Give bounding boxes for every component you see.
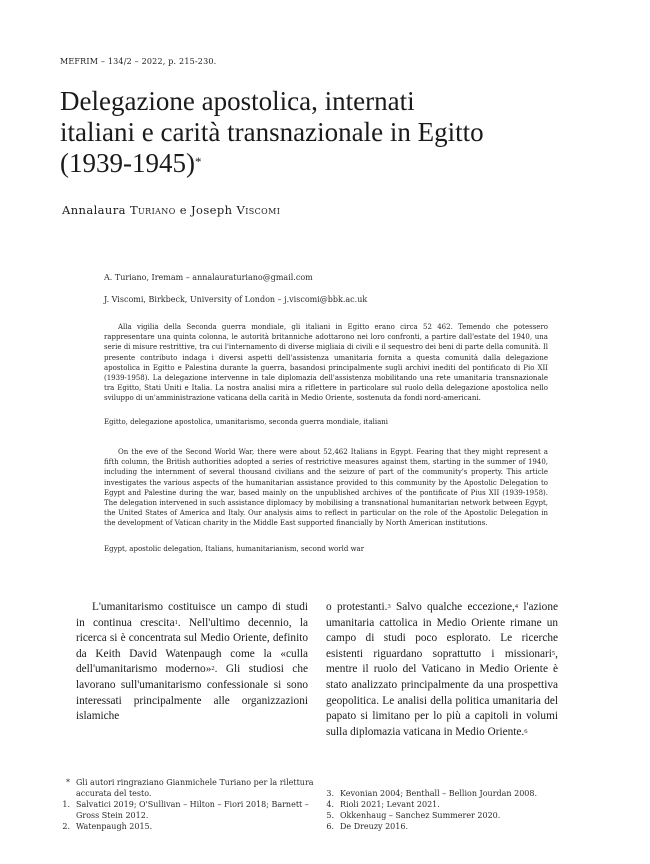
abstract-italian [104, 322, 548, 404]
abstract-english-text: On the eve of the Second World War, there were about 52,462 Italians in Egypt. Fearing that they might represent a fifth column, the British authorities adopted a series of restrictive measures against them, starting in the summer of 1940, including the internment of several thousand civilians and the seizure of part of the community's property. This article investigates the various aspects of the humanitarian assistance provided to this community by the Apostolic Delegation to Egypt and Palestine during the war, based mainly on the unpublished archives of the pontificate of Pius XII (1939-1958). The delegation intervened in such assistance diplomacy by mobilising a transnational humanitarian network between Egypt, the United States of America and Italy. Our analysis aims to reflect in particular on the role of the Apostolic Delegation in the development of Vatican charity in the Middle East supported financially by North American institutions. [104, 448, 548, 528]
title-line-3: (1939-1945) [60, 148, 195, 178]
footnotes-right [322, 788, 572, 832]
footnote-mark: 3. [326, 789, 334, 798]
footnote-text: Watenpaugh 2015. [76, 822, 153, 831]
footnote-1 [58, 799, 320, 821]
body-left-text-2: . Nell'ultimo decennio, la ricerca si è concentrata sul Medio Oriente, definito da Keith David Watenpaugh come la «culla dell'umanitarismo moderno» [76, 616, 308, 676]
footnote-6 [322, 821, 572, 832]
body-right-text-3: l'azione umanitaria cattolica in Medio Oriente rimane un campo di studi poco esplorato. Le ricerche esistenti riguardano soprattutto i missionari [326, 601, 558, 660]
footnote-ref-1: 1 [174, 618, 178, 626]
footnote-star [58, 777, 320, 799]
author-2-last: Viscomi [236, 203, 281, 217]
abstract-italian-text: Alla vigilia della Seconda guerra mondiale, gli italiani in Egitto erano circa 52 462. Temendo che potessero rappresentare una quinta colonna, le autorità britanniche adottarono nei loro confronti, a partire dall'estate del 1940, una serie di misure restrittive, tra cui l'internamento di diverse migliaia di civili e il sequestro dei beni di parte della comunità. Il presente contributo indaga i diversi aspetti dell'assistenza umanitaria fornita a questa comunità dalla delegazione apostolica in Egitto e Palestina durante la guerra, basandosi principalmente sugli archivi inediti del pontificato di Pio XII (1939-1958). La delegazione intervenne in tale diplomazia dell'assistenza mobilitando una rete umanitaria transnazionale tra Egitto, Stati Uniti e Italia. La nostra analisi mira a riflettere in particolare sul ruolo della delegazione apostolica nello sviluppo di un'amministrazione vaticana della carità in Medio Oriente, sostenuta da fondi nord-americani. [104, 323, 548, 403]
footnote-text: Salvatici 2019; O'Sullivan – Hilton – Fiori 2018; Barnett – Gross Stein 2012. [76, 800, 309, 820]
footnote-text: Kevonian 2004; Benthall – Bellion Jourdan 2008. [340, 789, 537, 798]
footnote-mark: 6. [326, 822, 334, 831]
footnote-5 [322, 810, 572, 821]
body-column-right [326, 600, 558, 740]
footnote-mark: 2. [62, 822, 70, 831]
keywords-italian: Egitto, delegazione apostolica, umanitarismo, seconda guerra mondiale, italiani [104, 418, 389, 426]
footnote-ref-3: 3 [387, 603, 391, 610]
title-line-1: Delegazione apostolica, internati [60, 86, 415, 116]
footnotes-left [58, 777, 320, 832]
footnote-text: Okkenhaug – Sanchez Summerer 2020. [340, 811, 501, 820]
footnote-ref-2: 2 [211, 665, 215, 673]
footnote-mark: * [66, 778, 70, 787]
running-header: MEFRIM – 134/2 – 2022, p. 215-230. [60, 57, 217, 66]
article-title [60, 86, 600, 179]
body-right-text-2: Salvo qualche eccezione, [390, 601, 515, 613]
footnote-text: Gli autori ringraziano Gianmichele Turiano per la rilettura accurata del testo. [76, 778, 314, 798]
author-1-first: Annalaura [62, 203, 126, 217]
keywords-english: Egypt, apostolic delegation, Italians, humanitarianism, second world war [104, 545, 365, 553]
footnote-text: De Dreuzy 2016. [340, 822, 408, 831]
author-conjunction: e [179, 203, 187, 217]
footnote-4 [322, 799, 572, 810]
body-column-left [76, 600, 308, 725]
body-left-text-1: L'umanitarismo costituisce un campo di studi in continua crescita [76, 601, 308, 629]
affiliation-2: J. Viscomi, Birkbeck, University of London – j.viscomi@bbk.ac.uk [104, 295, 368, 304]
body-left-text-3: . Gli studiosi che lavorano sull'umanitarismo confessionale si sono interessati principalmente alle organizzazioni islamiche [76, 663, 308, 723]
footnote-ref-5: 5 [551, 649, 556, 657]
author-1-last: Turiano [129, 203, 176, 217]
author-line [62, 203, 280, 217]
footnote-mark: 4. [326, 800, 334, 809]
footnote-2 [58, 821, 320, 832]
abstract-english [104, 447, 548, 529]
title-line-2: italiani e carità transnazionale in Egitto [60, 117, 484, 147]
affiliation-1: A. Turiano, Iremam – annalauraturiano@gmail.com [104, 273, 313, 282]
title-footnote-mark: * [194, 154, 202, 169]
footnote-mark: 5. [326, 811, 334, 820]
footnote-ref-4: 4 [514, 603, 519, 610]
body-right-text-4: , mentre il ruolo del Vaticano in Medio Oriente è stato analizzato principalmente da una prospettiva geopolitica. Le analisi della politica umanitaria del papato si limitano per lo più a capitoli in volumi sulla diplomazia vaticana in Medio Oriente. [326, 647, 558, 738]
footnote-text: Rioli 2021; Levant 2021. [340, 800, 440, 809]
footnote-mark: 1. [62, 800, 70, 809]
body-right-text-1: o protestanti. [326, 601, 388, 613]
footnote-ref-6: 6 [524, 727, 528, 735]
footnote-3 [322, 788, 572, 799]
author-2-first: Joseph [191, 203, 233, 217]
